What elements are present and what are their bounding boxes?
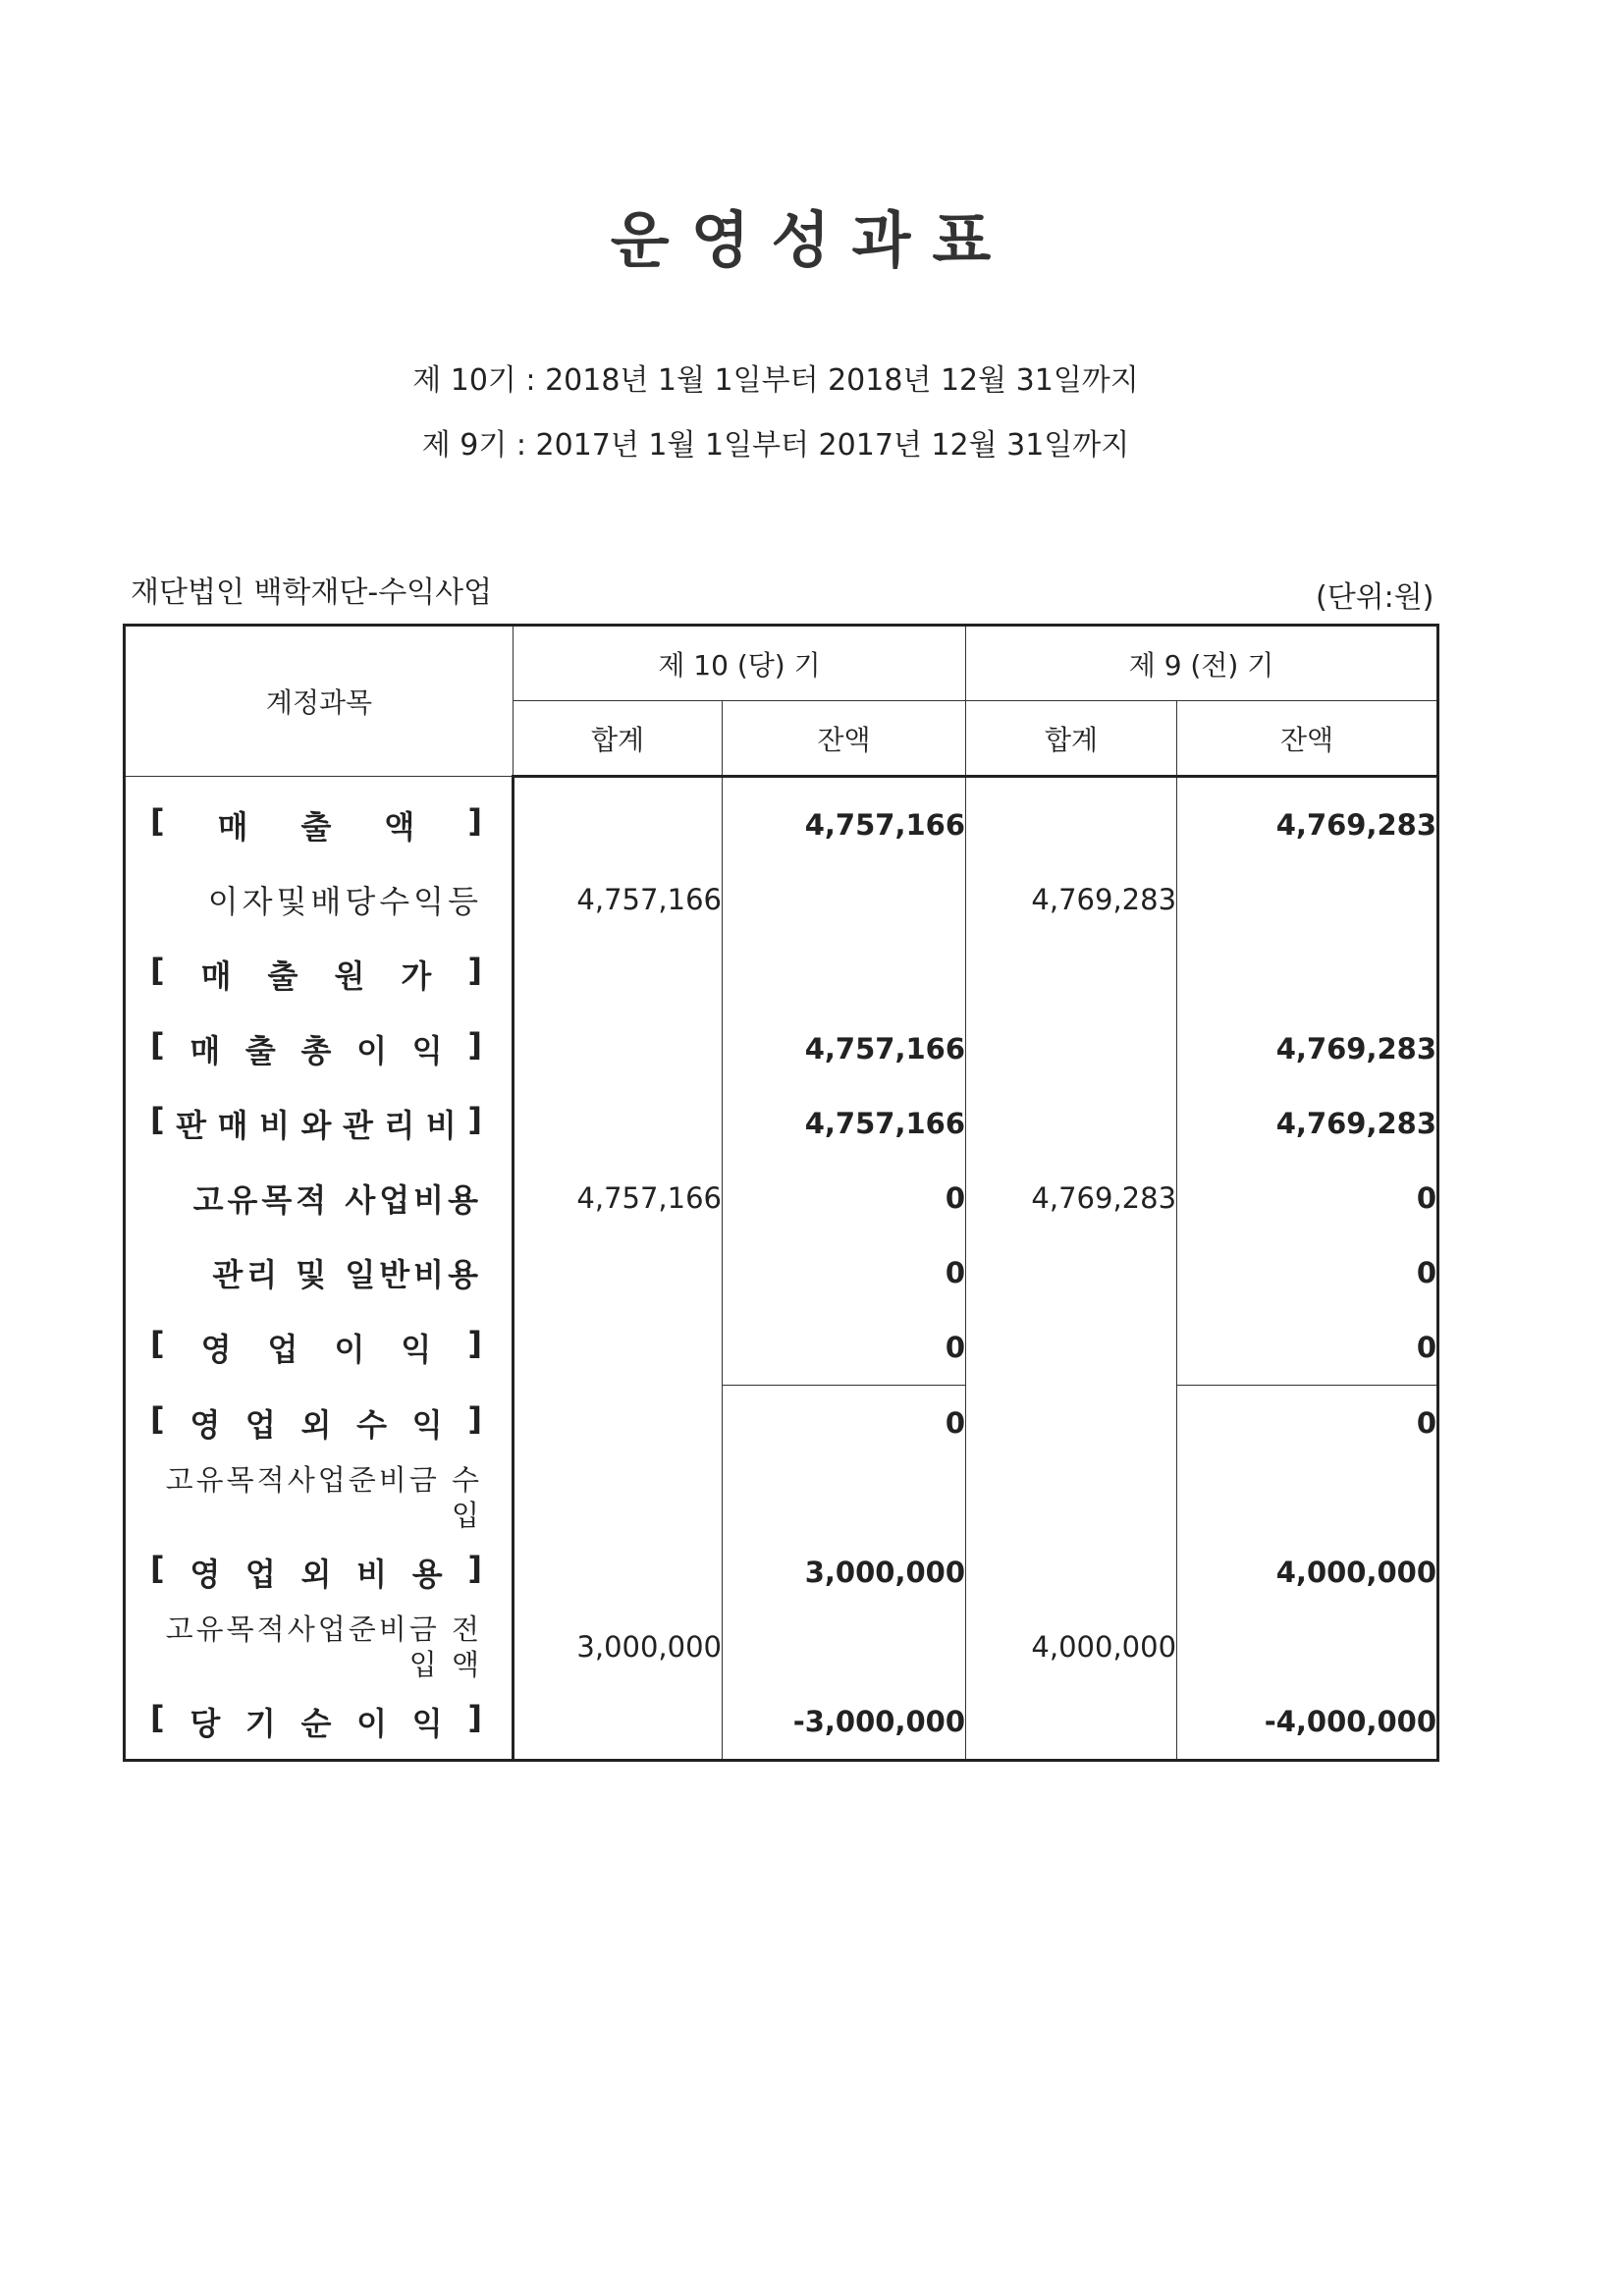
row-label [125,1086,514,1161]
header-current-total: 합계 [514,701,723,777]
prior-balance-cell: 4,000,000 [1177,1535,1438,1610]
prior-total-cell [966,1684,1177,1761]
row-label-text: [ 매 출 원 가 ] [150,952,482,995]
table-row [125,777,1438,863]
cur-balance-cell: 4,757,166 [723,1086,966,1161]
entity-name: 재단법인 백학재단-수익사업 [131,575,493,610]
cur-total-cell [514,1235,723,1310]
table-row [125,1460,1438,1535]
cur-total-cell: 3,000,000 [514,1610,723,1684]
row-label-text: [ 매 출 액 ] [150,801,482,846]
cur-total-cell [514,1535,723,1610]
header-current-balance: 잔액 [723,701,966,777]
table-row [125,1684,1438,1761]
cur-total-cell [514,1086,723,1161]
operating-results-table [123,624,1439,1762]
row-label-text: 이자및배당수익등 [207,883,482,920]
cur-balance-cell [723,1610,966,1684]
cur-total-cell [514,1011,723,1086]
table-row [125,1310,1438,1386]
prior-balance-cell [1177,862,1438,937]
header-period-prior: 제 9 (전) 기 [966,626,1438,701]
unit-label: (단위:원) [1316,580,1434,615]
prior-balance-cell: 4,769,283 [1177,1011,1438,1086]
cur-total-cell [514,1684,723,1761]
cur-total-cell [514,1460,723,1535]
table-row [125,862,1438,937]
prior-total-cell [966,777,1177,863]
row-label [125,1310,514,1386]
prior-total-cell [966,1086,1177,1161]
row-label [125,1011,514,1086]
row-label [125,1386,514,1461]
row-label-text: [ 영 업 외 비 용 ] [150,1550,482,1593]
table-row [125,1610,1438,1684]
row-label [125,1535,514,1610]
row-label [125,1684,514,1761]
period-current-range: 제 10기 : 2018년 1월 1일부터 2018년 12월 31일까지 [412,363,1139,398]
cur-balance-cell [723,937,966,1011]
row-label-text: 고유목적사업준비금 전 입 액 [165,1613,482,1681]
cur-total-cell [514,937,723,1011]
table-row [125,1011,1438,1086]
row-label-text: [ 영 업 외 수 익 ] [150,1399,482,1444]
row-label-text: 고유목적사업준비금 수 입 [165,1463,482,1532]
row-label [125,777,514,863]
table-row [125,1161,1438,1235]
prior-total-cell: 4,769,283 [966,1161,1177,1235]
cur-balance-cell: 0 [723,1235,966,1310]
cur-total-cell: 4,757,166 [514,862,723,937]
cur-balance-cell: 0 [723,1386,966,1461]
prior-balance-cell: 4,769,283 [1177,1086,1438,1161]
row-label [125,1161,514,1235]
cur-total-cell [514,1310,723,1386]
row-label [125,937,514,1011]
row-label [125,862,514,937]
cur-balance-cell: 4,757,166 [723,777,966,863]
header-prior-total: 합계 [966,701,1177,777]
cur-balance-cell: 0 [723,1161,966,1235]
prior-balance-cell: 0 [1177,1386,1438,1461]
prior-balance-cell: 0 [1177,1310,1438,1386]
prior-total-cell: 4,000,000 [966,1610,1177,1684]
cur-balance-cell: 3,000,000 [723,1535,966,1610]
page-title: 운영성과표 [610,204,1013,276]
prior-total-cell [966,1011,1177,1086]
header-prior-balance: 잔액 [1177,701,1438,777]
prior-balance-cell: 4,769,283 [1177,777,1438,863]
cur-balance-cell [723,1460,966,1535]
prior-total-cell [966,1310,1177,1386]
row-label-text: [ 당 기 순 이 익 ] [150,1699,482,1742]
header-account: 계정과목 [125,626,514,777]
prior-balance-cell [1177,1610,1438,1684]
row-label-text: 관리 및 일반비용 [212,1256,482,1293]
table-row [125,1535,1438,1610]
prior-balance-cell: 0 [1177,1161,1438,1235]
cur-total-cell [514,777,723,863]
row-label-text: [ 판 매 비 와 관 리 비 ] [150,1101,482,1144]
row-label [125,1235,514,1310]
row-label-text: [ 영 업 이 익 ] [150,1325,482,1369]
header-period-current: 제 10 (당) 기 [514,626,966,701]
prior-total-cell: 4,769,283 [966,862,1177,937]
table-row [125,937,1438,1011]
row-label-text: 고유목적 사업비용 [192,1181,482,1219]
cur-balance-cell: 0 [723,1310,966,1386]
prior-balance-cell [1177,937,1438,1011]
cur-balance-cell: 4,757,166 [723,1011,966,1086]
prior-total-cell [966,1460,1177,1535]
prior-total-cell [966,1535,1177,1610]
cur-total-cell: 4,757,166 [514,1161,723,1235]
row-label [125,1460,514,1535]
table-row [125,1235,1438,1310]
prior-total-cell [966,1235,1177,1310]
table-row [125,1386,1438,1461]
prior-total-cell [966,937,1177,1011]
cur-balance-cell: -3,000,000 [723,1684,966,1761]
cur-total-cell [514,1386,723,1461]
prior-total-cell [966,1386,1177,1461]
period-prior-range: 제 9기 : 2017년 1월 1일부터 2017년 12월 31일까지 [421,428,1130,463]
cur-balance-cell [723,862,966,937]
prior-balance-cell: 0 [1177,1235,1438,1310]
prior-balance-cell [1177,1460,1438,1535]
row-label [125,1610,514,1684]
row-label-text: [ 매 출 총 이 익 ] [150,1026,482,1069]
table-row [125,1086,1438,1161]
prior-balance-cell: -4,000,000 [1177,1684,1438,1761]
